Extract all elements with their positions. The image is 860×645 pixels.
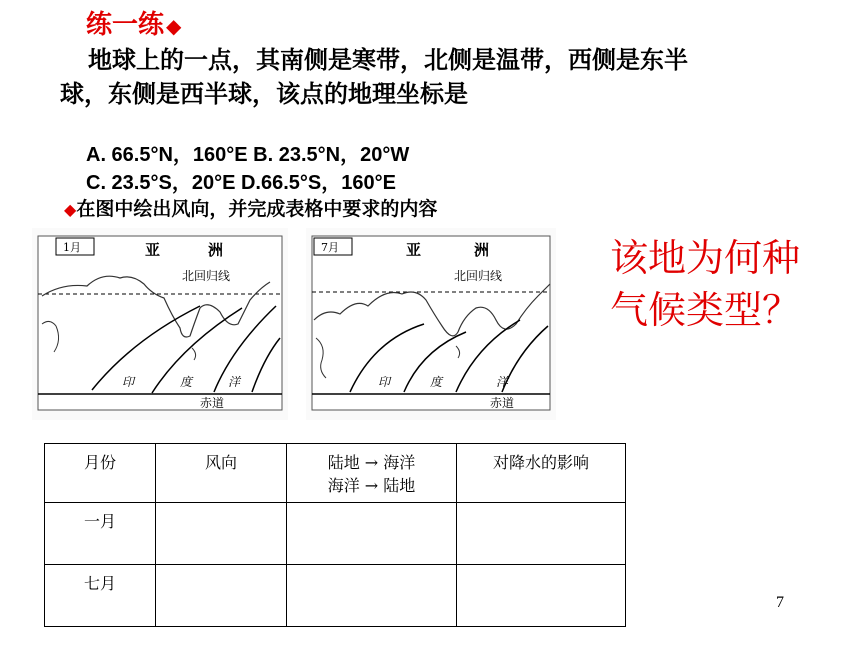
answer-cell[interactable] [457,503,626,565]
map-january [32,228,288,420]
ocean-label-3: 洋 [228,375,241,389]
question-line-1: 地球上的一点，其南侧是寒带，北侧是温带，西侧是东半 [88,46,688,74]
ocean-label-2: 度 [430,375,443,389]
ocean-label-1: 印 [122,375,135,389]
equator-label: 赤道 [490,396,515,410]
instruction [64,194,437,221]
header-wind-direction: 风向 [156,444,287,503]
row-month-july: 七月 [45,565,156,627]
region-label-2: 洲 [474,241,490,259]
answer-cell[interactable] [287,503,457,565]
header-month: 月份 [45,444,156,503]
table-row [45,565,626,627]
table-row [45,503,626,565]
row-month-january: 一月 [45,503,156,565]
diamond-icon: ◆ [166,14,182,38]
question-line-2: 球，东侧是西半球，该点的地理坐标是 [60,80,468,108]
exercise-title-text: 练一练 [86,10,165,40]
climate-question [610,232,800,336]
month-label: 1月 [63,241,81,254]
answer-cell[interactable] [457,565,626,627]
month-label: 7月 [321,241,339,254]
region-label-2: 洲 [208,241,224,259]
answer-cell[interactable] [287,565,457,627]
answer-table [44,443,626,627]
equator-label: 赤道 [200,396,225,410]
tropic-label: 北回归线 [454,269,503,283]
diamond-bullet-icon: ◆ [64,200,77,219]
climate-question-line-2: 气候类型？ [610,288,801,332]
region-label-1: 亚 [406,241,422,259]
answer-cell[interactable] [156,565,287,627]
answer-options-line-2: C. 23.5°S，20°E D.66.5°S，160°E [86,172,396,194]
exercise-title [86,4,181,41]
region-label-1: 亚 [145,241,161,259]
climate-question-line-1: 该地为何种 [610,236,801,280]
answer-cell[interactable] [156,503,287,565]
tropic-label: 北回归线 [182,269,231,283]
instruction-text: 在图中绘出风向，并完成表格中要求的内容 [76,198,438,220]
table-header-row [45,444,626,503]
header-land-sea-line-2: 海洋 → 陆地 [327,476,416,495]
answer-options-line-1: A. 66.5°N，160°E B. 23.5°N，20°W [86,144,410,166]
header-precipitation: 对降水的影响 [457,444,626,503]
ocean-label-1: 印 [378,375,391,389]
ocean-label-3: 洋 [496,375,509,389]
page-number: 7 [776,594,784,611]
ocean-label-2: 度 [180,375,193,389]
header-land-sea-line-1: 陆地 → 海洋 [327,453,416,472]
header-land-sea [287,444,457,503]
map-july [306,228,556,420]
